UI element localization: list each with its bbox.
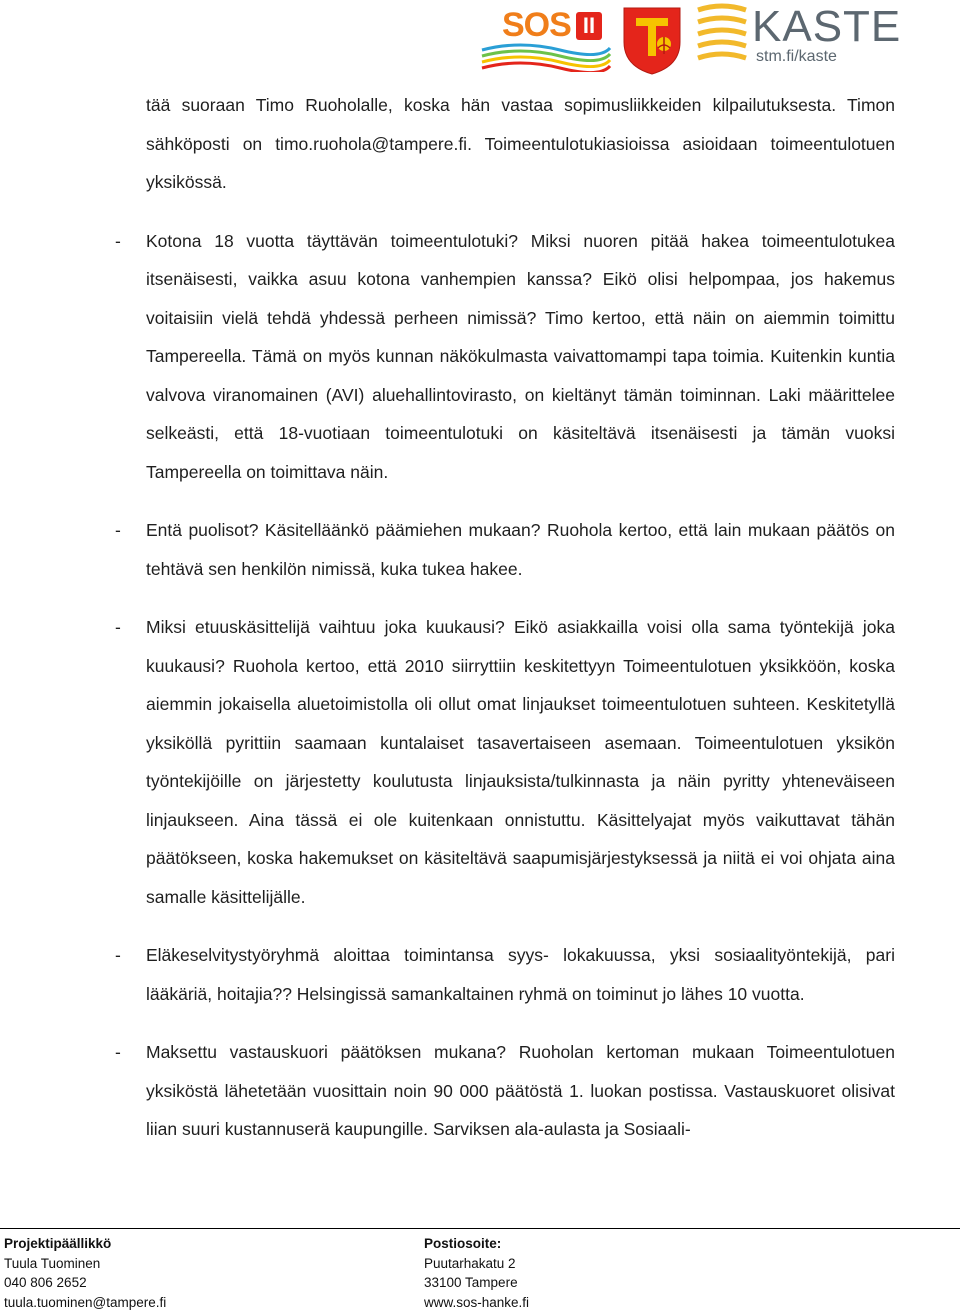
bullet-dash: -	[115, 1033, 121, 1072]
sos-waves-icon	[480, 40, 612, 72]
footer-address-heading: Postiosoite:	[424, 1234, 529, 1254]
bullet-item-4	[146, 936, 895, 1013]
sos-logo-text: SOS	[502, 6, 571, 45]
footer-contact	[4, 1234, 166, 1312]
kaste-logo-url: stm.fi/kaste	[756, 48, 837, 66]
document-body	[146, 86, 895, 1149]
sos-logo-numeral: II	[576, 12, 602, 40]
footer-address	[424, 1234, 529, 1312]
tampere-coat-of-arms-icon	[620, 4, 684, 76]
bullet-item-5	[146, 1033, 895, 1149]
footer-divider	[0, 1228, 960, 1229]
footer-address-street: Puutarhakatu 2	[424, 1254, 529, 1274]
footer-contact-phone: 040 806 2652	[4, 1273, 166, 1293]
bullet-item-1	[146, 222, 895, 492]
bullet-dash: -	[115, 222, 121, 261]
bullet-item-2	[146, 511, 895, 588]
bullet-text: Kotona 18 vuotta täyttävän toimeentulotuki? Miksi nuoren pitää hakea toimeentulotukea itsenäisesti, vaikka asuu kotona vanhempien kanssa? Eikö olisi helpompaa, jos hakemus voitaisiin vielä tehdä yhdessä perheen nimissä? Timo kertoo, että näin on aiemmin toimittu Tampereella. Tämä on myös kunnan näkökulmasta vaivattomampi tapa toimia. Kuitenkin kuntia valvova viranomainen (AVI) aluehallintovirasto, on kieltänyt tämän toiminnan. Laki määrittelee selkeästi, että 18-vuotiaan toimeentulotuki on käsiteltävä itsenäisesti ja tämän vuoksi Tampereella on toimittava näin.	[146, 222, 895, 492]
kaste-logo-text: KASTE	[752, 2, 901, 52]
footer-website-link[interactable]: www.sos-hanke.fi	[424, 1293, 529, 1312]
kaste-logo	[694, 2, 894, 74]
footer-address-city: 33100 Tampere	[424, 1273, 529, 1293]
kaste-drops-icon	[694, 2, 750, 72]
bullet-text: Entä puolisot? Käsitelläänkö päämiehen mukaan? Ruohola kertoo, että lain mukaan päätös on tehtävä sen henkilön nimissä, kuka tukea hakee.	[146, 511, 895, 588]
footer-contact-email[interactable]: tuula.tuominen@tampere.fi	[4, 1293, 166, 1312]
bullet-dash: -	[115, 511, 121, 550]
footer-contact-name: Tuula Tuominen	[4, 1254, 166, 1274]
bullet-text: Maksettu vastauskuori päätöksen mukana? Ruoholan kertoman mukaan Toimeentulotuen yksiköstä lähetetään vuosittain noin 90 000 päätöstä 1. luokan postissa. Vastauskuoret olisivat liian suuri kustannuserä kaupungille. Sarviksen ala-aulasta ja Sosiaali-	[146, 1033, 895, 1149]
sos-ii-logo	[480, 4, 612, 70]
bullet-text: Miksi etuuskäsittelijä vaihtuu joka kuukausi? Eikö asiakkailla voisi olla sama työntekijä joka kuukausi? Ruohola kertoo, että 2010 siirryttiin keskitettyyn Toimeentulotuen yksikköön, koska aiemmin jokaisella aluetoimistolla oli ollut omat linjaukset toimeentulotuen suhteen. Keskitetyllä yksiköllä pyrittiin saamaan kuntalaiset tasavertaiseen asemaan. Toimeentulotuen yksikön työntekijöille on järjestetty koulutusta linjauksista/tulkinnasta ja näin pyritty yhteneväiseen linjaukseen. Aina tässä ei ole kuitenkaan onnistuttu. Käsittelyajat myös vaikuttavat tähän päätökseen, koska hakemukset on käsiteltävä saapumisjärjestyksessä ja niitä ei voi ohjata aina samalle käsittelijälle.	[146, 608, 895, 916]
footer-contact-heading: Projektipäällikkö	[4, 1234, 166, 1254]
bullet-item-3	[146, 608, 895, 916]
intro-paragraph: tää suoraan Timo Ruoholalle, koska hän vastaa sopimusliikkeiden kilpailutuksesta. Timon sähköposti on timo.ruohola@tampere.fi. Toimeentulotukiasioissa asioidaan toimeentulotuen yksikössä.	[146, 86, 895, 202]
header-logos	[480, 0, 900, 80]
bullet-dash: -	[115, 608, 121, 647]
bullet-dash: -	[115, 936, 121, 975]
bullet-text: Eläkeselvitystyöryhmä aloittaa toimintansa syys- lokakuussa, yksi sosiaalityöntekijä, pari lääkäriä, hoitajia?? Helsingissä samankaltainen ryhmä on toiminut jo lähes 10 vuotta.	[146, 936, 895, 1013]
